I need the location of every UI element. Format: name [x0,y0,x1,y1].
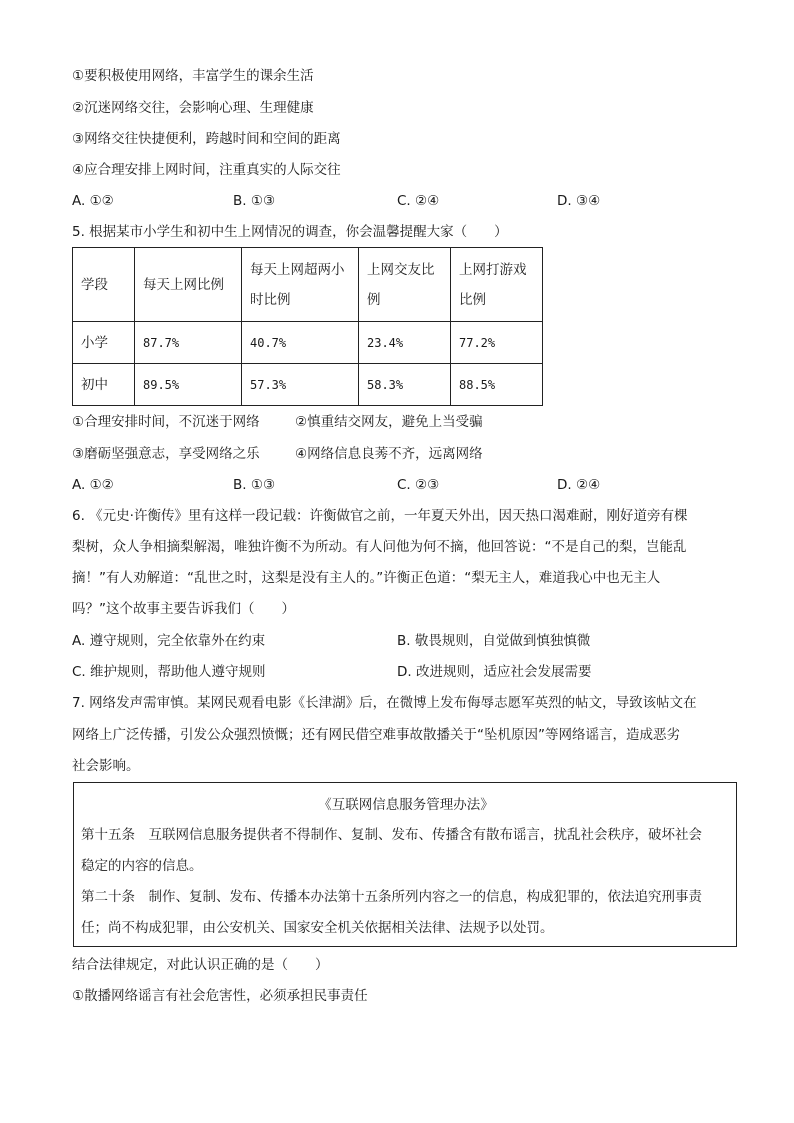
table-cell: 58.3% [359,364,451,406]
table-row [73,322,543,364]
table-header-cell [451,248,543,322]
table-header-line: 比例 [459,291,486,308]
table-cell: 87.7% [135,322,242,364]
q7-item-1: ①散播网络谣言有社会危害性，必须承担民事责任 [72,988,368,1004]
table-header-cell: 每天上网比例 [135,248,242,322]
law-excerpt-box [73,782,737,947]
q4-option-d: D. ③④ [557,193,601,209]
law-line-3: 第二十条 制作、复制、发布、传播本办法第十五条所列内容之一的信息，构成犯罪的，依法追究刑事责 [81,889,702,905]
table-row [73,364,543,406]
q5-option-b: B. ①③ [233,477,276,493]
q5-item-4: ④网络信息良莠不齐，远离网络 [295,446,483,462]
q6-line-1: 6. 《元史·许衡传》里有这样一段记载：许衡做官之前，一年夏天外出，因天热口渴难耐，刚好道旁有棵 [72,508,688,524]
law-line-1: 第十五条 互联网信息服务提供者不得制作、复制、发布、传播含有散布谣言，扰乱社会秩序，破坏社会 [81,827,702,843]
q4-item-4: ④应合理安排上网时间，注重真实的人际交往 [72,162,341,178]
table-header-cell: 学段 [73,248,135,322]
table-header-cell [242,248,359,322]
q7-line-1: 7. 网络发声需审慎。某网民观看电影《长津湖》后，在微博上发布侮辱志愿军英烈的帖文，导致该帖文在 [72,695,697,711]
law-line-4: 任；尚不构成犯罪，由公安机关、国家安全机关依据相关法律、法规予以处罚。 [81,920,554,936]
table-cell: 40.7% [242,322,359,364]
q4-option-b: B. ①③ [233,193,276,209]
q4-option-c: C. ②④ [397,193,440,209]
table-header-cell [359,248,451,322]
table-cell: 初中 [73,364,135,406]
q5-stem: 5. 根据某市小学生和初中生上网情况的调查，你会温馨提醒大家（ ） [72,224,508,240]
table-cell: 23.4% [359,322,451,364]
table-cell: 88.5% [451,364,543,406]
q5-option-d: D. ②④ [557,477,601,493]
q7-line-3: 社会影响。 [72,758,140,774]
table-cell: 小学 [73,322,135,364]
q6-option-b: B. 敬畏规则，自觉做到慎独慎微 [397,633,591,649]
q5-option-c: C. ②③ [397,477,440,493]
q7-line-2: 网络上广泛传播，引发公众强烈愤慨；还有网民借空难事故散播关于“坠机原因”等网络谣言，造成恶劣 [72,727,680,743]
survey-table [72,247,543,406]
q4-item-1: ①要积极使用网络，丰富学生的课余生活 [72,68,314,84]
q7-prompt: 结合法律规定，对此认识正确的是（ ） [72,957,329,973]
q4-option-a: A. ①② [72,193,114,209]
q6-option-c: C. 维护规则，帮助他人遵守规则 [72,664,266,680]
table-cell: 89.5% [135,364,242,406]
q6-option-d: D. 改进规则，适应社会发展需要 [397,664,592,680]
table-header-line: 例 [367,291,381,308]
q6-line-3: 摘！”有人劝解道：“乱世之时，这梨是没有主人的。”许衡正色道：“梨无主人，难道我心中也无主人 [72,570,661,586]
q4-item-3: ③网络交往快捷便利，跨越时间和空间的距离 [72,131,341,147]
q6-line-4: 吗？”这个故事主要告诉我们（ ） [72,601,295,617]
q5-option-a: A. ①② [72,477,114,493]
q4-item-2: ②沉迷网络交往，会影响心理、生理健康 [72,100,314,116]
law-title: 《互联网信息服务管理办法》 [318,797,494,813]
table-cell: 77.2% [451,322,543,364]
table-header-line: 上网交友比 [367,261,435,278]
table-header-line: 每天上网超两小 [250,261,345,278]
table-header-row [73,248,543,322]
table-cell: 57.3% [242,364,359,406]
q6-line-2: 梨树，众人争相摘梨解渴，唯独许衡不为所动。有人问他为何不摘，他回答说：“不是自己的梨，岂能乱 [72,539,687,555]
table-header-line: 上网打游戏 [459,261,527,278]
table-header-line: 时比例 [250,291,291,308]
q5-item-2: ②慎重结交网友，避免上当受骗 [295,414,483,430]
q5-item-1: ①合理安排时间，不沉迷于网络 [72,414,260,430]
law-line-2: 稳定的内容的信息。 [81,858,203,874]
q5-item-3: ③磨砺坚强意志，享受网络之乐 [72,446,260,462]
q6-option-a: A. 遵守规则，完全依靠外在约束 [72,633,266,649]
